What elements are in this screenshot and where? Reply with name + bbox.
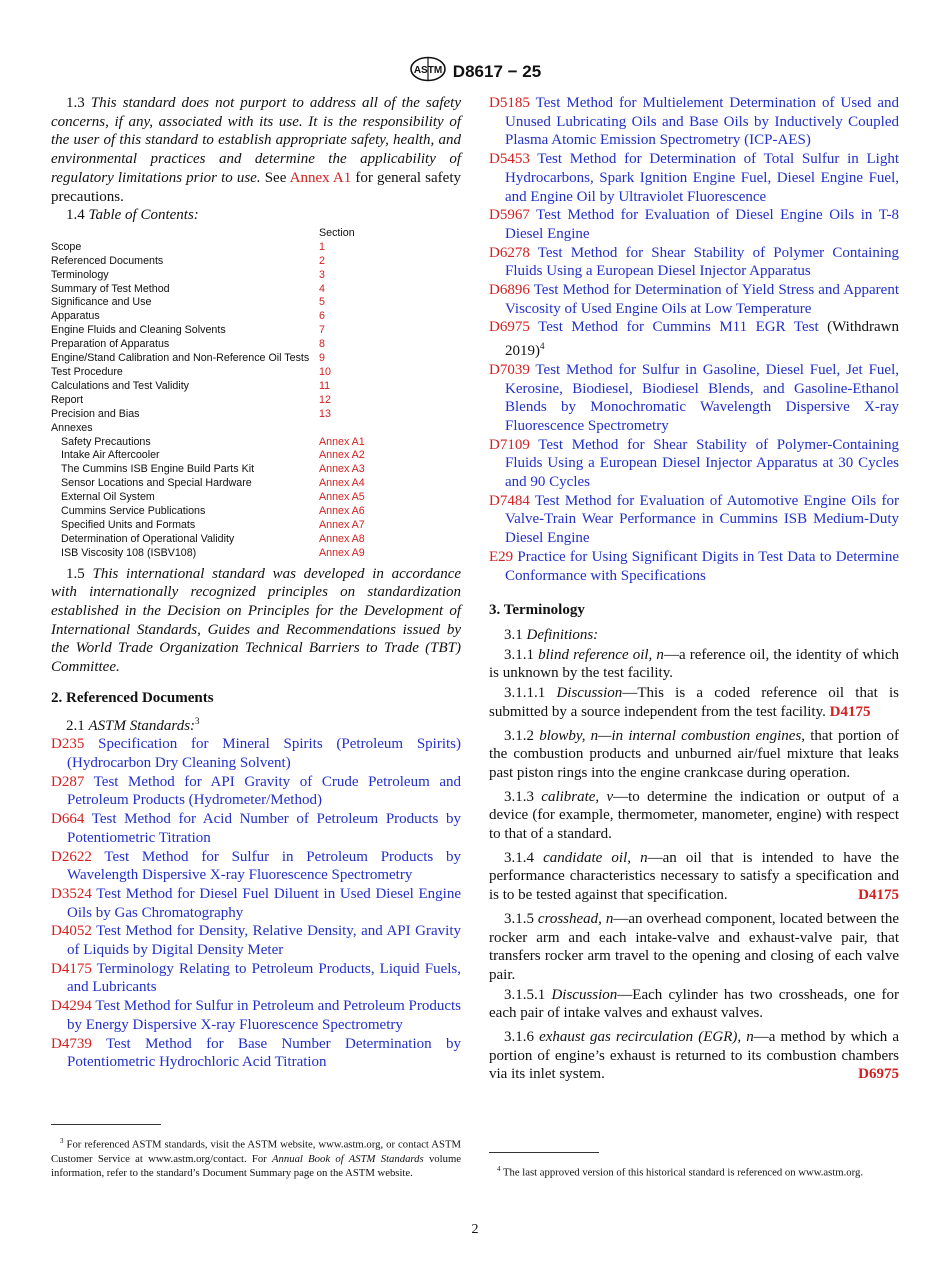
toc-section-link[interactable]: 4 [319, 282, 325, 295]
toc-section-link[interactable]: 13 [319, 407, 331, 420]
reference-title[interactable]: Test Method for Sulfur in Petroleum Products by Wavelength Dispersive X-ray Fluorescence Spectrometry [67, 848, 461, 884]
reference-title[interactable]: Test Method for Sulfur in Petroleum and Petroleum Products by Energy Dispersive X-ray Fluorescence Spectrometry [67, 998, 461, 1033]
toc-row [51, 491, 461, 505]
toc-section-link[interactable]: Annex A2 [319, 449, 365, 462]
reference-title[interactable]: Test Method for Evaluation of Automotive Engine Oils for Valve-Train Wear Performance in Cummins ISB Medium-Duty Diesel Engine [505, 492, 899, 547]
footnote-3: $^3$ For referenced ASTM standards, visit the ASTM website, www.astm.org, or contact ASTM Customer Service at www.astm.org/contact. For Annual Book of ASTM Standards volume information, refer to the standard’s Document Summary page on the ASTM website. [51, 1137, 462, 1180]
left-reference-list [51, 735, 461, 1072]
source-tag[interactable]: D4175 [858, 887, 899, 904]
reference-title[interactable]: Test Method for Diesel Fuel Diluent in Used Diesel Engine Oils by Gas Chromatography [67, 885, 461, 921]
toc-row [51, 463, 461, 477]
svg-text:ASTM: ASTM [413, 65, 442, 76]
right-reference-list [489, 94, 899, 318]
reference-code[interactable]: D5453 [489, 151, 530, 168]
reference-title[interactable]: Test Method for Shear Stability of Polymer-Containing Fluids Using a European Diesel Injector Apparatus at 30 Cycles and 90 Cycles [505, 436, 899, 491]
reference-code[interactable]: D4739 [51, 1035, 92, 1052]
definition-3-1-6: 3.1.6 exhaust gas recirculation (EGR), n—a method by which a portion of engine’s exhaust is returned to its combustion chambers via its inlet system. D6975 [489, 1029, 900, 1083]
toc-section-link[interactable]: 2 [319, 254, 325, 267]
astm-logo-icon [409, 56, 447, 87]
definition-3-1-1: 3.1.1 blind reference oil, n—a reference oil, the identity of which is unknown by the test facility. [489, 646, 900, 682]
toc-entry-title: Specified Units and Formats [61, 518, 196, 531]
toc-section-link[interactable]: Annex A5 [319, 491, 365, 504]
toc-entry-title: Safety Precautions [61, 435, 151, 448]
toc-entry-title: Cummins Service Publications [61, 505, 206, 518]
toc-entry-title: External Oil System [61, 491, 155, 504]
toc-row [51, 533, 461, 547]
paragraph-1-4: 1.4 Table of Contents: [66, 207, 199, 224]
toc-section-link[interactable]: 11 [319, 379, 331, 392]
toc-row [51, 519, 461, 533]
toc-row [51, 352, 461, 366]
definition-3-1-5: 3.1.5 crosshead, n—an overhead component, located between the rocker arm and each intake-valve and exhaust-valve pair, that transfers rocker arm travel to the opening and closing of each valve pair. [489, 910, 899, 983]
toc-entry-title: Preparation of Apparatus [51, 338, 170, 351]
reference-code[interactable]: D287 [51, 773, 85, 790]
toc-section-link[interactable]: Annex A6 [319, 505, 365, 518]
annex-a1-link[interactable]: Annex A1 [289, 169, 352, 186]
reference-item [489, 281, 899, 318]
toc-row [51, 394, 461, 408]
toc-entry-title: Annexes [51, 421, 93, 434]
reference-code[interactable]: D5185 [489, 95, 530, 111]
reference-code[interactable]: D3524 [51, 885, 92, 902]
reference-code[interactable]: D6896 [489, 282, 530, 299]
reference-title[interactable]: Specification for Mineral Spirits (Petroleum Spirits) (Hydrocarbon Dry Cleaning Solvent) [67, 736, 461, 771]
reference-item [489, 548, 899, 585]
table-of-contents [51, 227, 461, 561]
reference-item [51, 848, 461, 885]
section-2-heading: 2. Referenced Documents [51, 689, 214, 706]
toc-entry-title: Precision and Bias [51, 407, 140, 420]
toc-entry-title: Summary of Test Method [51, 282, 170, 295]
right-column [489, 94, 899, 1084]
toc-header: Section [319, 226, 355, 239]
reference-code[interactable]: D2622 [51, 848, 92, 865]
reference-item [51, 773, 461, 810]
reference-code[interactable]: D5967 [489, 207, 530, 224]
reference-title[interactable]: Test Method for API Gravity of Crude Petroleum and Petroleum Products (Hydrometer/Method) [67, 773, 461, 809]
toc-section-link[interactable]: Annex A4 [319, 477, 365, 490]
toc-section-link[interactable]: 12 [319, 393, 331, 406]
toc-row [51, 380, 461, 394]
reference-code[interactable]: D7484 [489, 492, 530, 509]
page-header [0, 56, 950, 82]
toc-entry-title: Terminology [51, 268, 109, 281]
reference-item [51, 997, 461, 1034]
reference-code[interactable]: D7109 [489, 436, 530, 453]
left-column [51, 94, 461, 1072]
reference-item [489, 244, 899, 281]
reference-code[interactable]: D6975 [489, 319, 530, 336]
reference-item [51, 960, 461, 997]
definition-3-1-4: 3.1.4 candidate oil, n—an oil that is intended to have the performance characteristics necessary to satisfy a specification and is to be tested against that specification. D4175 [489, 849, 899, 904]
source-tag[interactable]: D6975 [858, 1066, 899, 1083]
reference-item: D6975 Test Method for Cummins M11 EGR Test (Withdrawn 2019)$^4$ [489, 319, 899, 360]
reference-title[interactable]: Test Method for Determination of Total Sulfur in Light Hydrocarbons, Spark Ignition Engine Fuel, Diesel Engine Fuel, and Engine Oil by Ultraviolet Fluorescence [505, 151, 899, 205]
toc-row [51, 366, 461, 380]
toc-row [51, 324, 461, 338]
toc-entry-title: Engine/Stand Calibration and Non-Reference Oil Tests [51, 352, 310, 365]
reference-title[interactable]: Test Method for Multielement Determination of Used and Unused Lubricating Oils and Base Oils by Inductively Coupled Plasma Atomic Emission Spectrometry (ICP-AES) [505, 95, 899, 149]
reference-title[interactable]: Terminology Relating to Petroleum Products, Liquid Fuels, and Lubricants [67, 960, 462, 996]
toc-entry-title: Sensor Locations and Special Hardware [61, 477, 252, 490]
reference-code[interactable]: D4175 [51, 960, 92, 977]
toc-row [51, 338, 461, 352]
reference-item [51, 885, 461, 922]
reference-item [51, 735, 461, 772]
reference-title[interactable]: Test Method for Determination of Yield Stress and Apparent Viscosity of Used Engine Oils at Low Temperature [505, 282, 900, 317]
toc-entry-title: Test Procedure [51, 365, 123, 378]
toc-row [51, 408, 461, 422]
definition-3-1-3: 3.1.3 calibrate, v—to determine the indication or output of a device (for example, thermometer, manometer, engine) with respect to that of a standard. [489, 788, 899, 843]
reference-item [51, 1035, 461, 1072]
toc-row [51, 269, 461, 283]
reference-code[interactable]: E29 [489, 548, 514, 565]
source-tag[interactable]: D4175 [829, 703, 871, 720]
reference-title[interactable]: Test Method for Acid Number of Petroleum Products by Potentiometric Titration [67, 811, 461, 846]
toc-row [51, 436, 461, 450]
toc-entry-title: Engine Fluids and Cleaning Solvents [51, 324, 226, 337]
toc-section-link[interactable]: Annex A1 [319, 435, 365, 448]
paragraph-1-3: 1.3 This standard does not purport to address all of the safety concerns, if any, associated with its use. It is the responsibility of the user of this standard to establish appropriate safety, health, and environmental practices and determine the applicability of regulatory limitations prior to use. See Annex A1 for general safety precautions. [51, 95, 461, 205]
toc-row [51, 422, 461, 436]
toc-entry-title: Determination of Operational Validity [61, 532, 235, 545]
reference-item [489, 361, 899, 436]
reference-item [489, 436, 899, 492]
toc-row [51, 255, 461, 269]
toc-section-link[interactable]: 3 [319, 268, 325, 281]
paragraph-2-1: 2.1 ASTM Standards:$^3$ [66, 715, 200, 734]
reference-code[interactable]: D664 [51, 811, 85, 828]
reference-title[interactable]: Test Method for Sulfur in Gasoline, Diesel Fuel, Jet Fuel, Kerosine, Biodiesel, Biodiesel Blends, and Gasoline-Ethanol Blends by Monochromatic Wavelength Dispersive X-ray Fluorescence Spectrometry [505, 361, 899, 434]
toc-section-link[interactable]: 6 [319, 310, 325, 323]
toc-section-link[interactable]: Annex A9 [319, 546, 365, 559]
definition-3-1-5-1: 3.1.5.1 Discussion—Each cylinder has two crossheads, one for each pair of intake valves and exhaust valves. [489, 986, 899, 1022]
footnote-4: $^4$ The last approved version of this historical standard is referenced on www.astm.org. [497, 1165, 864, 1179]
toc-row [51, 547, 461, 561]
reference-item [489, 206, 899, 243]
toc-row [51, 477, 461, 491]
toc-row [51, 296, 461, 310]
reference-code[interactable]: D7039 [489, 361, 530, 378]
toc-section-link[interactable]: 8 [319, 338, 325, 351]
reference-code[interactable]: D4294 [51, 998, 92, 1015]
toc-entry-title: Calculations and Test Validity [51, 379, 190, 392]
definition-3-1-2: 3.1.2 blowby, n—in internal combustion engines, that portion of the combustion products and unburned air/fuel mixture that leaks past piston rings into the engine crankcase during operation. [489, 727, 899, 781]
footnote-divider [51, 1124, 161, 1125]
toc-section-link[interactable]: 9 [319, 352, 325, 365]
paragraph-1-5: 1.5 This international standard was developed in accordance with internationally recognized principles on standardization established in the Decision on Principles for the Development of International Standards, Guides and Recommendations issued by the World Trade Organization Technical Barriers to Trade (TBT) Committee. [51, 565, 462, 676]
toc-entry-title: Referenced Documents [51, 254, 164, 267]
reference-item [489, 94, 899, 150]
toc-section-link[interactable]: 10 [319, 365, 331, 378]
toc-row [51, 505, 461, 519]
toc-section-link[interactable]: 5 [319, 296, 325, 309]
footnote-divider [489, 1152, 599, 1153]
definition-3-1-1-1: 3.1.1.1 Discussion—This is a coded reference oil that is submitted by a source independent from the test facility. D4175 [489, 685, 899, 720]
toc-row [51, 283, 461, 297]
toc-entry-title: Scope [51, 240, 82, 253]
reference-title[interactable]: Test Method for Cummins M11 EGR Test [538, 319, 819, 336]
right-reference-list-2 [489, 361, 899, 585]
toc-section-link[interactable]: 7 [319, 324, 325, 337]
definition-3-1: 3.1 Definitions: [504, 626, 599, 643]
toc-section-link[interactable]: Annex A7 [319, 518, 365, 531]
page-number: 2 [471, 1222, 479, 1237]
reference-code[interactable]: D6278 [489, 244, 530, 261]
reference-title[interactable]: Test Method for Shear Stability of Polymer Containing Fluids Using a European Diesel Injector Apparatus [505, 244, 899, 280]
toc-entry-title: ISB Viscosity 108 (ISBV108) [61, 546, 197, 559]
toc-row [51, 241, 461, 255]
toc-entry-title: Report [51, 393, 84, 406]
section-3-heading: 3. Terminology [489, 602, 585, 619]
reference-title[interactable]: Practice for Using Significant Digits in Test Data to Determine Conformance with Specifications [505, 548, 900, 584]
toc-section-link[interactable]: Annex A3 [319, 463, 365, 476]
reference-item [489, 150, 899, 206]
toc-section-link[interactable]: 1 [319, 240, 325, 253]
toc-entry-title: Significance and Use [51, 296, 152, 309]
toc-entry-title: Apparatus [51, 310, 100, 323]
toc-row [51, 449, 461, 463]
toc-row [51, 310, 461, 324]
toc-entry-title: Intake Air Aftercooler [61, 449, 160, 462]
toc-section-link[interactable]: Annex A8 [319, 532, 365, 545]
reference-code[interactable]: D235 [51, 736, 85, 753]
standard-designation: D8617 − 25 [452, 61, 542, 81]
reference-item [51, 810, 461, 847]
toc-entry-title: The Cummins ISB Engine Build Parts Kit [61, 463, 255, 476]
reference-title[interactable]: Test Method for Density, Relative Density, and API Gravity of Liquids by Digital Density Meter [67, 923, 461, 959]
reference-item [51, 922, 461, 959]
reference-code[interactable]: D4052 [51, 923, 92, 940]
reference-title[interactable]: Test Method for Base Number Determination by Potentiometric Hydrochloric Acid Titration [67, 1035, 461, 1071]
reference-item [489, 492, 899, 548]
reference-title[interactable]: Test Method for Evaluation of Diesel Engine Oils in T-8 Diesel Engine [505, 207, 899, 242]
